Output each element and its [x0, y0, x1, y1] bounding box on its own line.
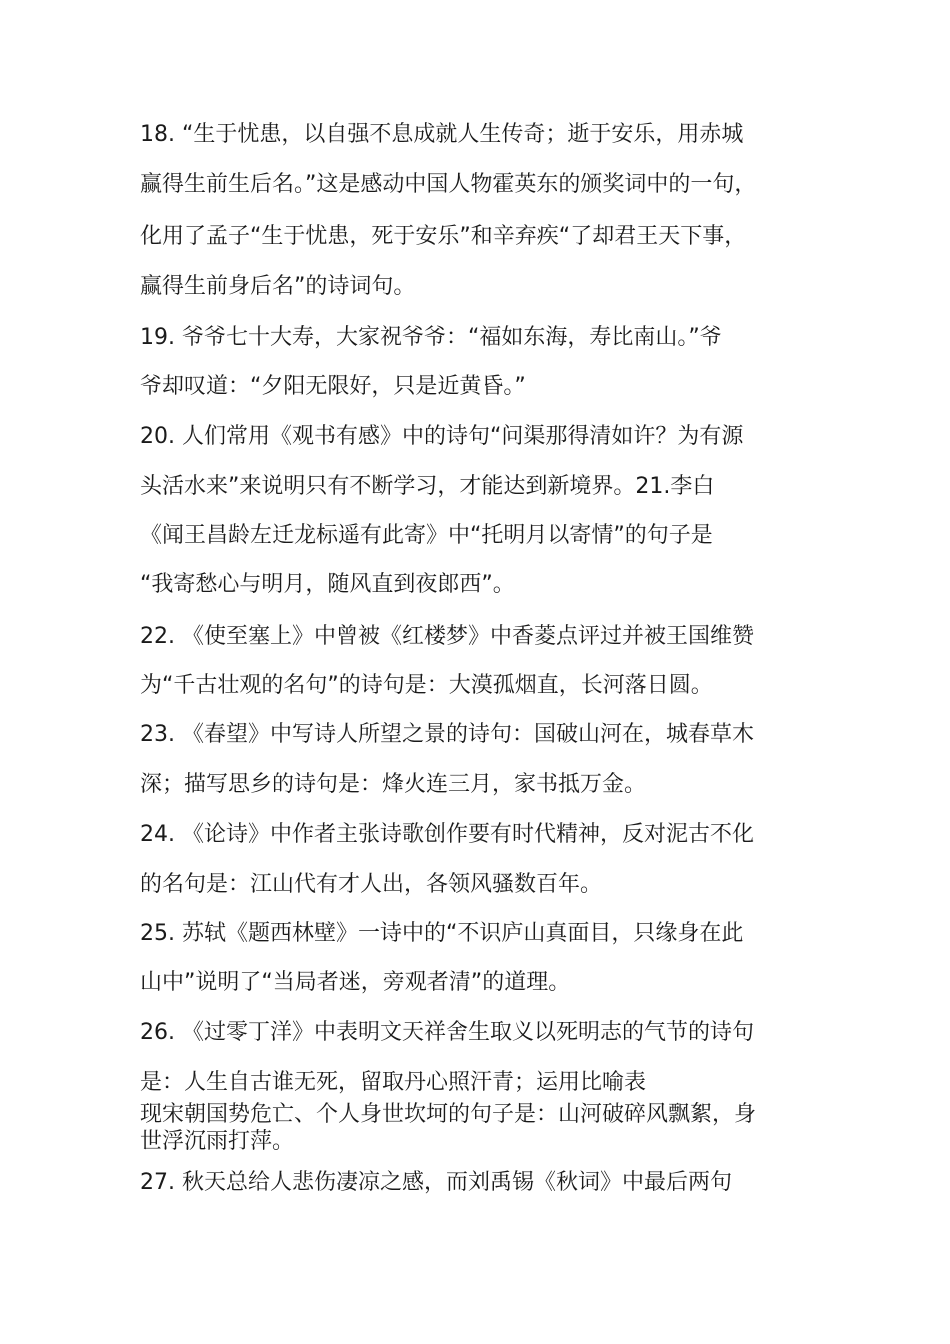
text-line: 山中”说明了“当局者迷，旁观者清”的道理。	[140, 970, 571, 995]
text-line: 头活水来”来说明只有不断学习，才能达到新境界。21.李白	[140, 474, 715, 499]
text-line: 赢得生前身后名”的诗词句。	[140, 274, 416, 299]
text-line: 20. 人们常用《观书有感》中的诗句“问渠那得清如许？为有源	[140, 424, 744, 449]
text-line: 24. 《论诗》中作者主张诗歌创作要有时代精神，反对泥古不化	[140, 822, 754, 847]
text-line: 《闻王昌龄左迁龙标遥有此寄》中“托明月以寄情”的句子是	[140, 523, 713, 548]
text-line: 23. 《春望》中写诗人所望之景的诗句：国破山河在，城春草木	[140, 722, 754, 747]
text-line: 世浮沉雨打萍。	[140, 1129, 295, 1154]
text-line: 26. 《过零丁洋》中表明文天祥舍生取义以死明志的气节的诗句	[140, 1020, 754, 1045]
text-line: 是：人生自古谁无死，留取丹心照汗青；运用比喻表	[140, 1070, 647, 1095]
text-line: 爷却叹道：“夕阳无限好，只是近黄昏。”	[140, 374, 526, 399]
text-line: 25. 苏轼《题西林壁》一诗中的“不识庐山真面目，只缘身在此	[140, 921, 744, 946]
text-line: 现宋朝国势危亡、个人身世坎坷的句子是：山河破碎风飘絮，身	[140, 1102, 757, 1127]
text-line: 19. 爷爷七十大寿，大家祝爷爷：“福如东海，寿比南山。”爷	[140, 325, 722, 350]
text-line: 深；描写思乡的诗句是：烽火连三月，家书抵万金。	[140, 772, 647, 797]
text-line: 27. 秋天总给人悲伤凄凉之感，而刘禹锡《秋词》中最后两句	[140, 1170, 732, 1195]
text-line: 化用了孟子“生于忧患，死于安乐”和辛弃疾“了却君王天下事，	[140, 224, 747, 249]
text-line: 为“千古壮观的名句”的诗句是：大漠孤烟直，长河落日圆。	[140, 673, 713, 698]
text-line: 18. “生于忧患，以自强不息成就人生传奇；逝于安乐，用赤城	[140, 122, 744, 147]
text-line: “我寄愁心与明月，随风直到夜郎西”。	[140, 572, 515, 597]
text-line: 22. 《使至塞上》中曾被《红楼梦》中香菱点评过并被王国维赞	[140, 624, 754, 649]
text-line: 的名句是：江山代有才人出，各领风骚数百年。	[140, 872, 603, 897]
text-line: 赢得生前生后名。”这是感动中国人物霍英东的颁奖词中的一句，	[140, 172, 757, 197]
